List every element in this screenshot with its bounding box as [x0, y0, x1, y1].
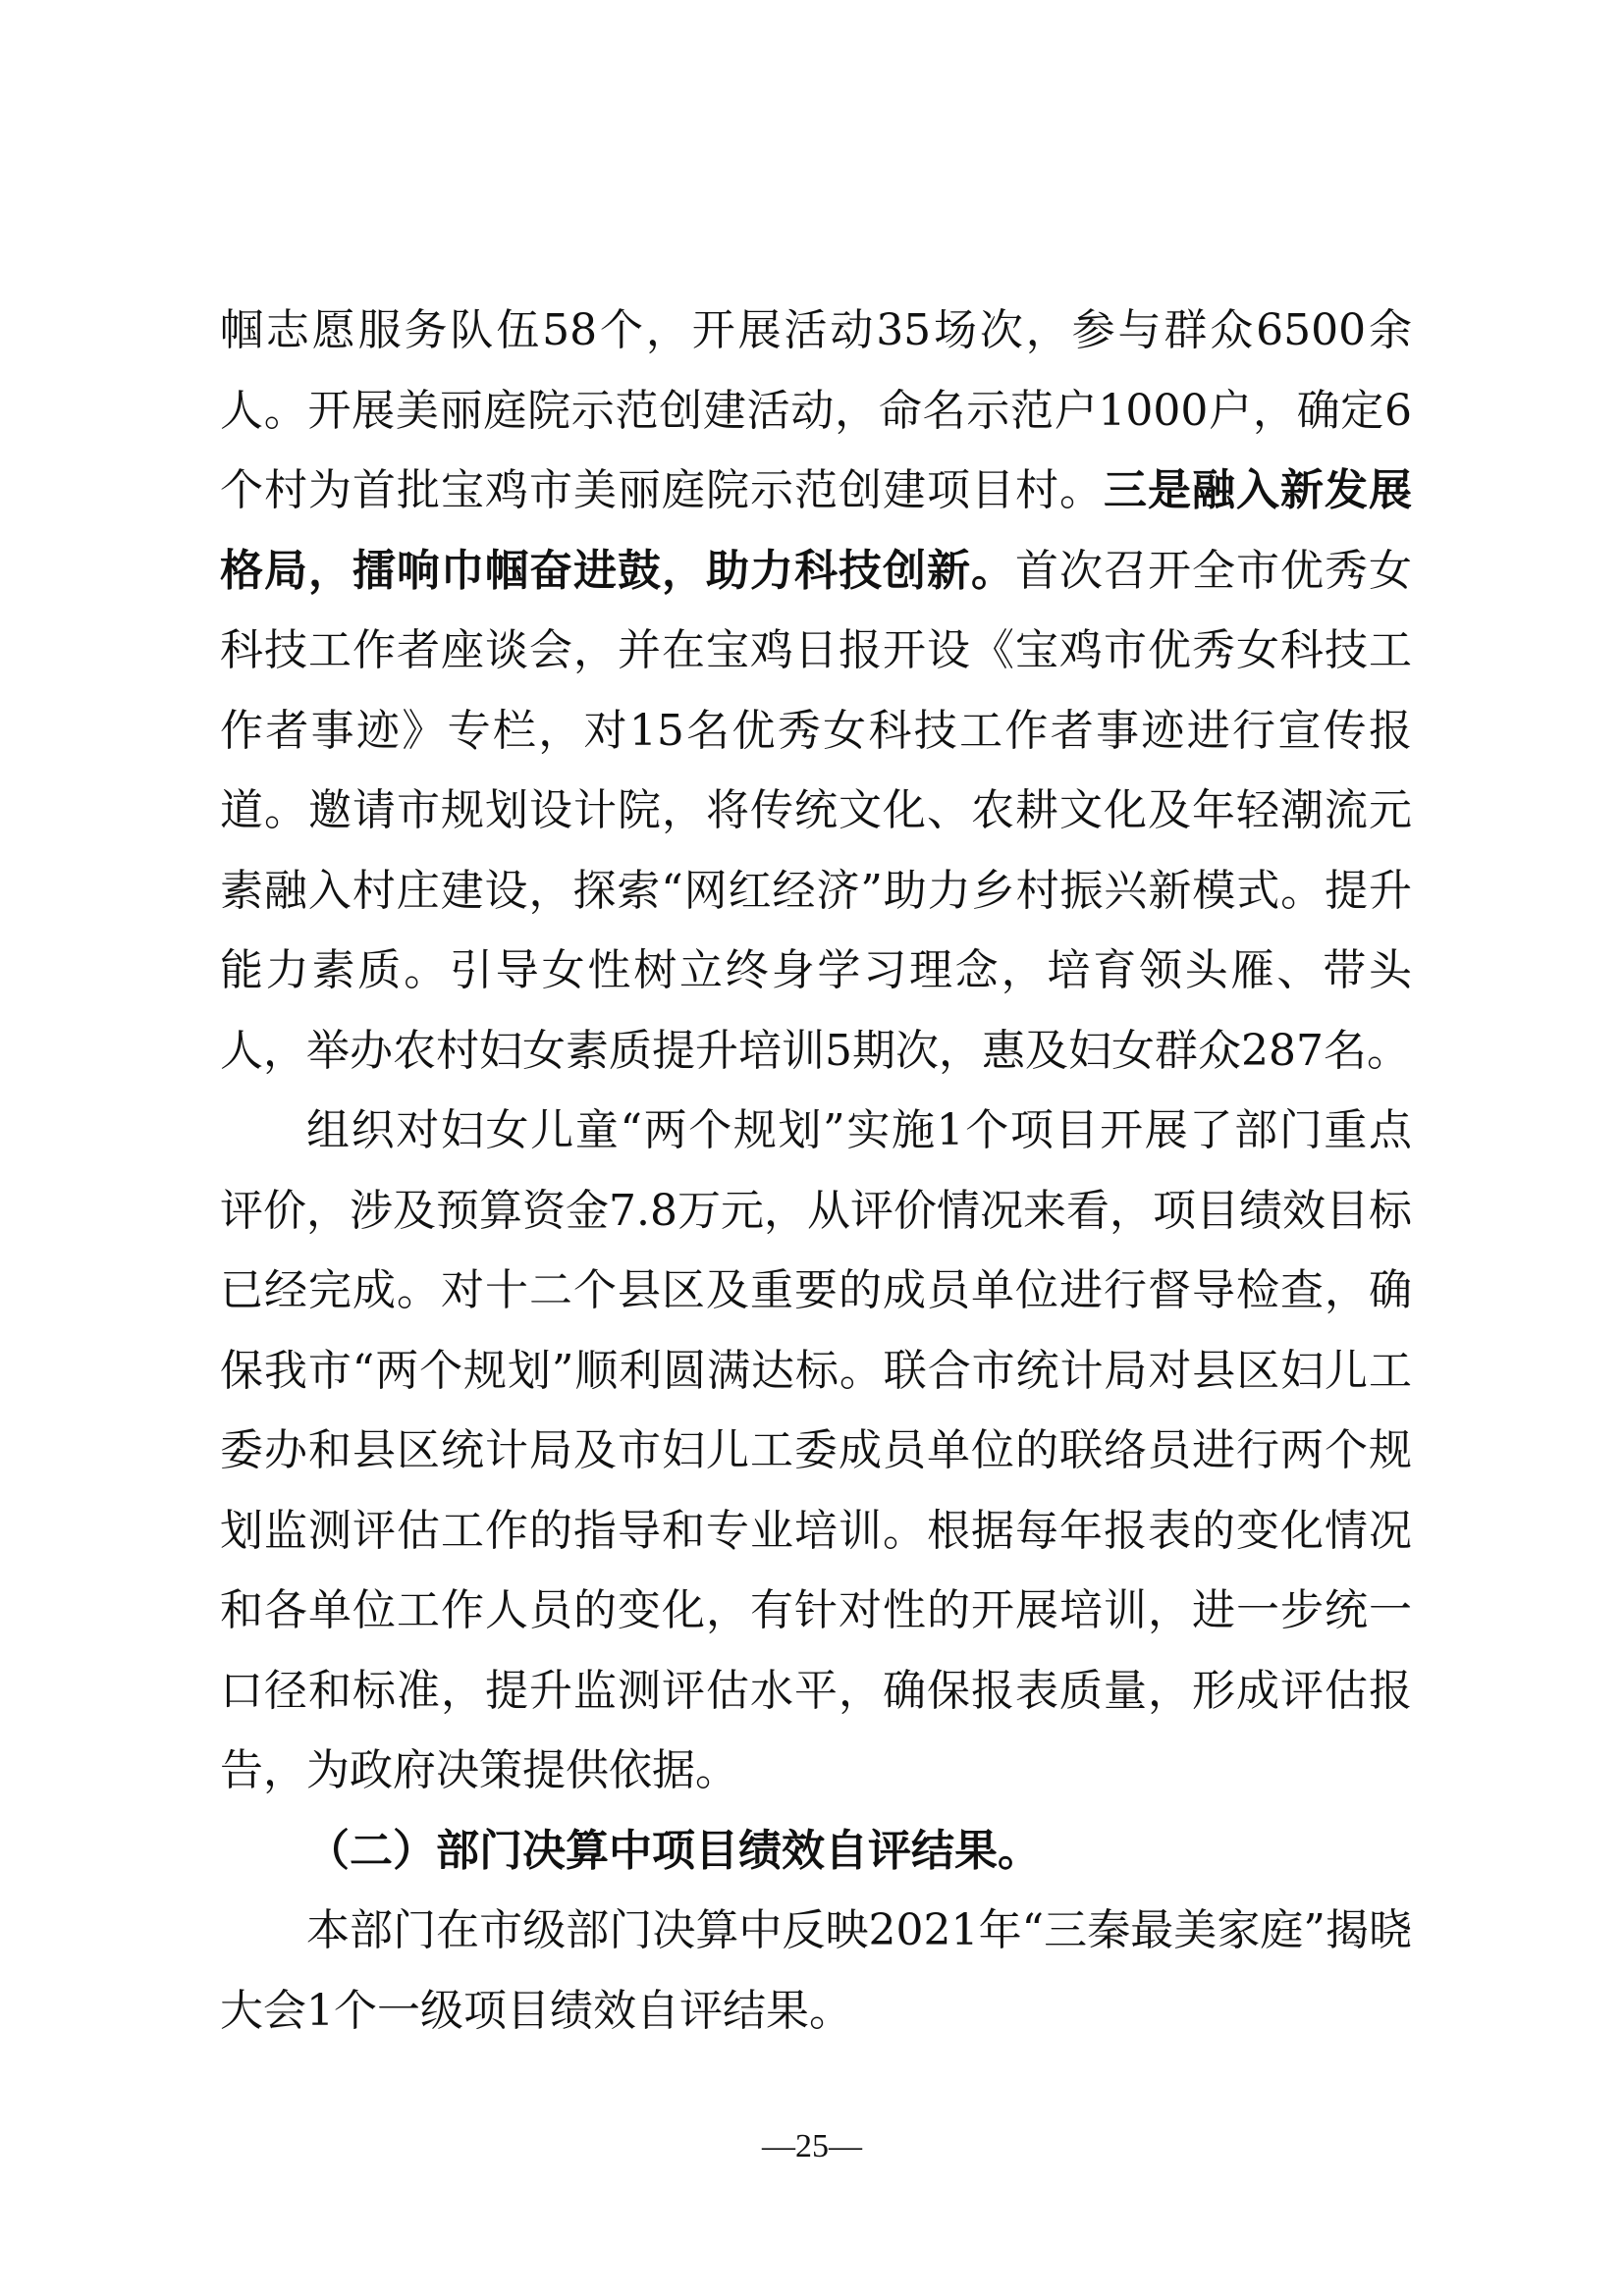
document-body: [220, 291, 1412, 2051]
paragraph-text: 首次召开全市优秀女科技工作者座谈会，并在宝鸡日报开设《宝鸡市优秀女科技工作者事迹》专栏，对15名优秀女科技工作者事迹进行宣传报道。邀请市规划设计院，将传统文化、农耕文化及年轻潮流元素融入村庄建设，探索“网红经济”助力乡村振兴新模式。提升能力素质。引导女性树立终身学习理念，培育领头雁、带头人，举办农村妇女素质提升培训5期次，惠及妇女群众287名。: [220, 545, 1412, 1076]
bold-highlight: 三是融入新发展格局，擂响巾帼奋进鼓，助力科技创新。: [220, 465, 1412, 596]
paragraph-text: 帼志愿服务队伍58个，开展活动35场次，参与群众6500余人。开展美丽庭院示范创建活动，命名示范户1000户，确定6个村为首批宝鸡市美丽庭院示范创建项目村。: [220, 305, 1412, 515]
paragraph-evaluation: 组织对妇女儿童“两个规划”实施1个项目开展了部门重点评价，涉及预算资金7.8万元，从评价情况来看，项目绩效目标已经完成。对十二个县区及重要的成员单位进行督导检查，确保我市“两个规划”顺利圆满达标。联合市统计局对县区妇儿工委办和县区统计局及市妇儿工委成员单位的联络员进行两个规划监测评估工作的指导和专业培训。根据每年报表的变化情况和各单位工作人员的变化，有针对性的开展培训，进一步统一口径和标准，提升监测评估水平，确保报表质量，形成评估报告，为政府决策提供依据。: [220, 1105, 1412, 1795]
paragraph-continued: [220, 291, 1412, 1091]
page-number: —25—: [762, 2128, 862, 2164]
paragraph-self-evaluation: 本部门在市级部门决算中反映2021年“三秦最美家庭”揭晓大会1个一级项目绩效自评结果。: [220, 1905, 1412, 2036]
section-heading: （二）部门决算中项目绩效自评结果。: [306, 1825, 1041, 1876]
